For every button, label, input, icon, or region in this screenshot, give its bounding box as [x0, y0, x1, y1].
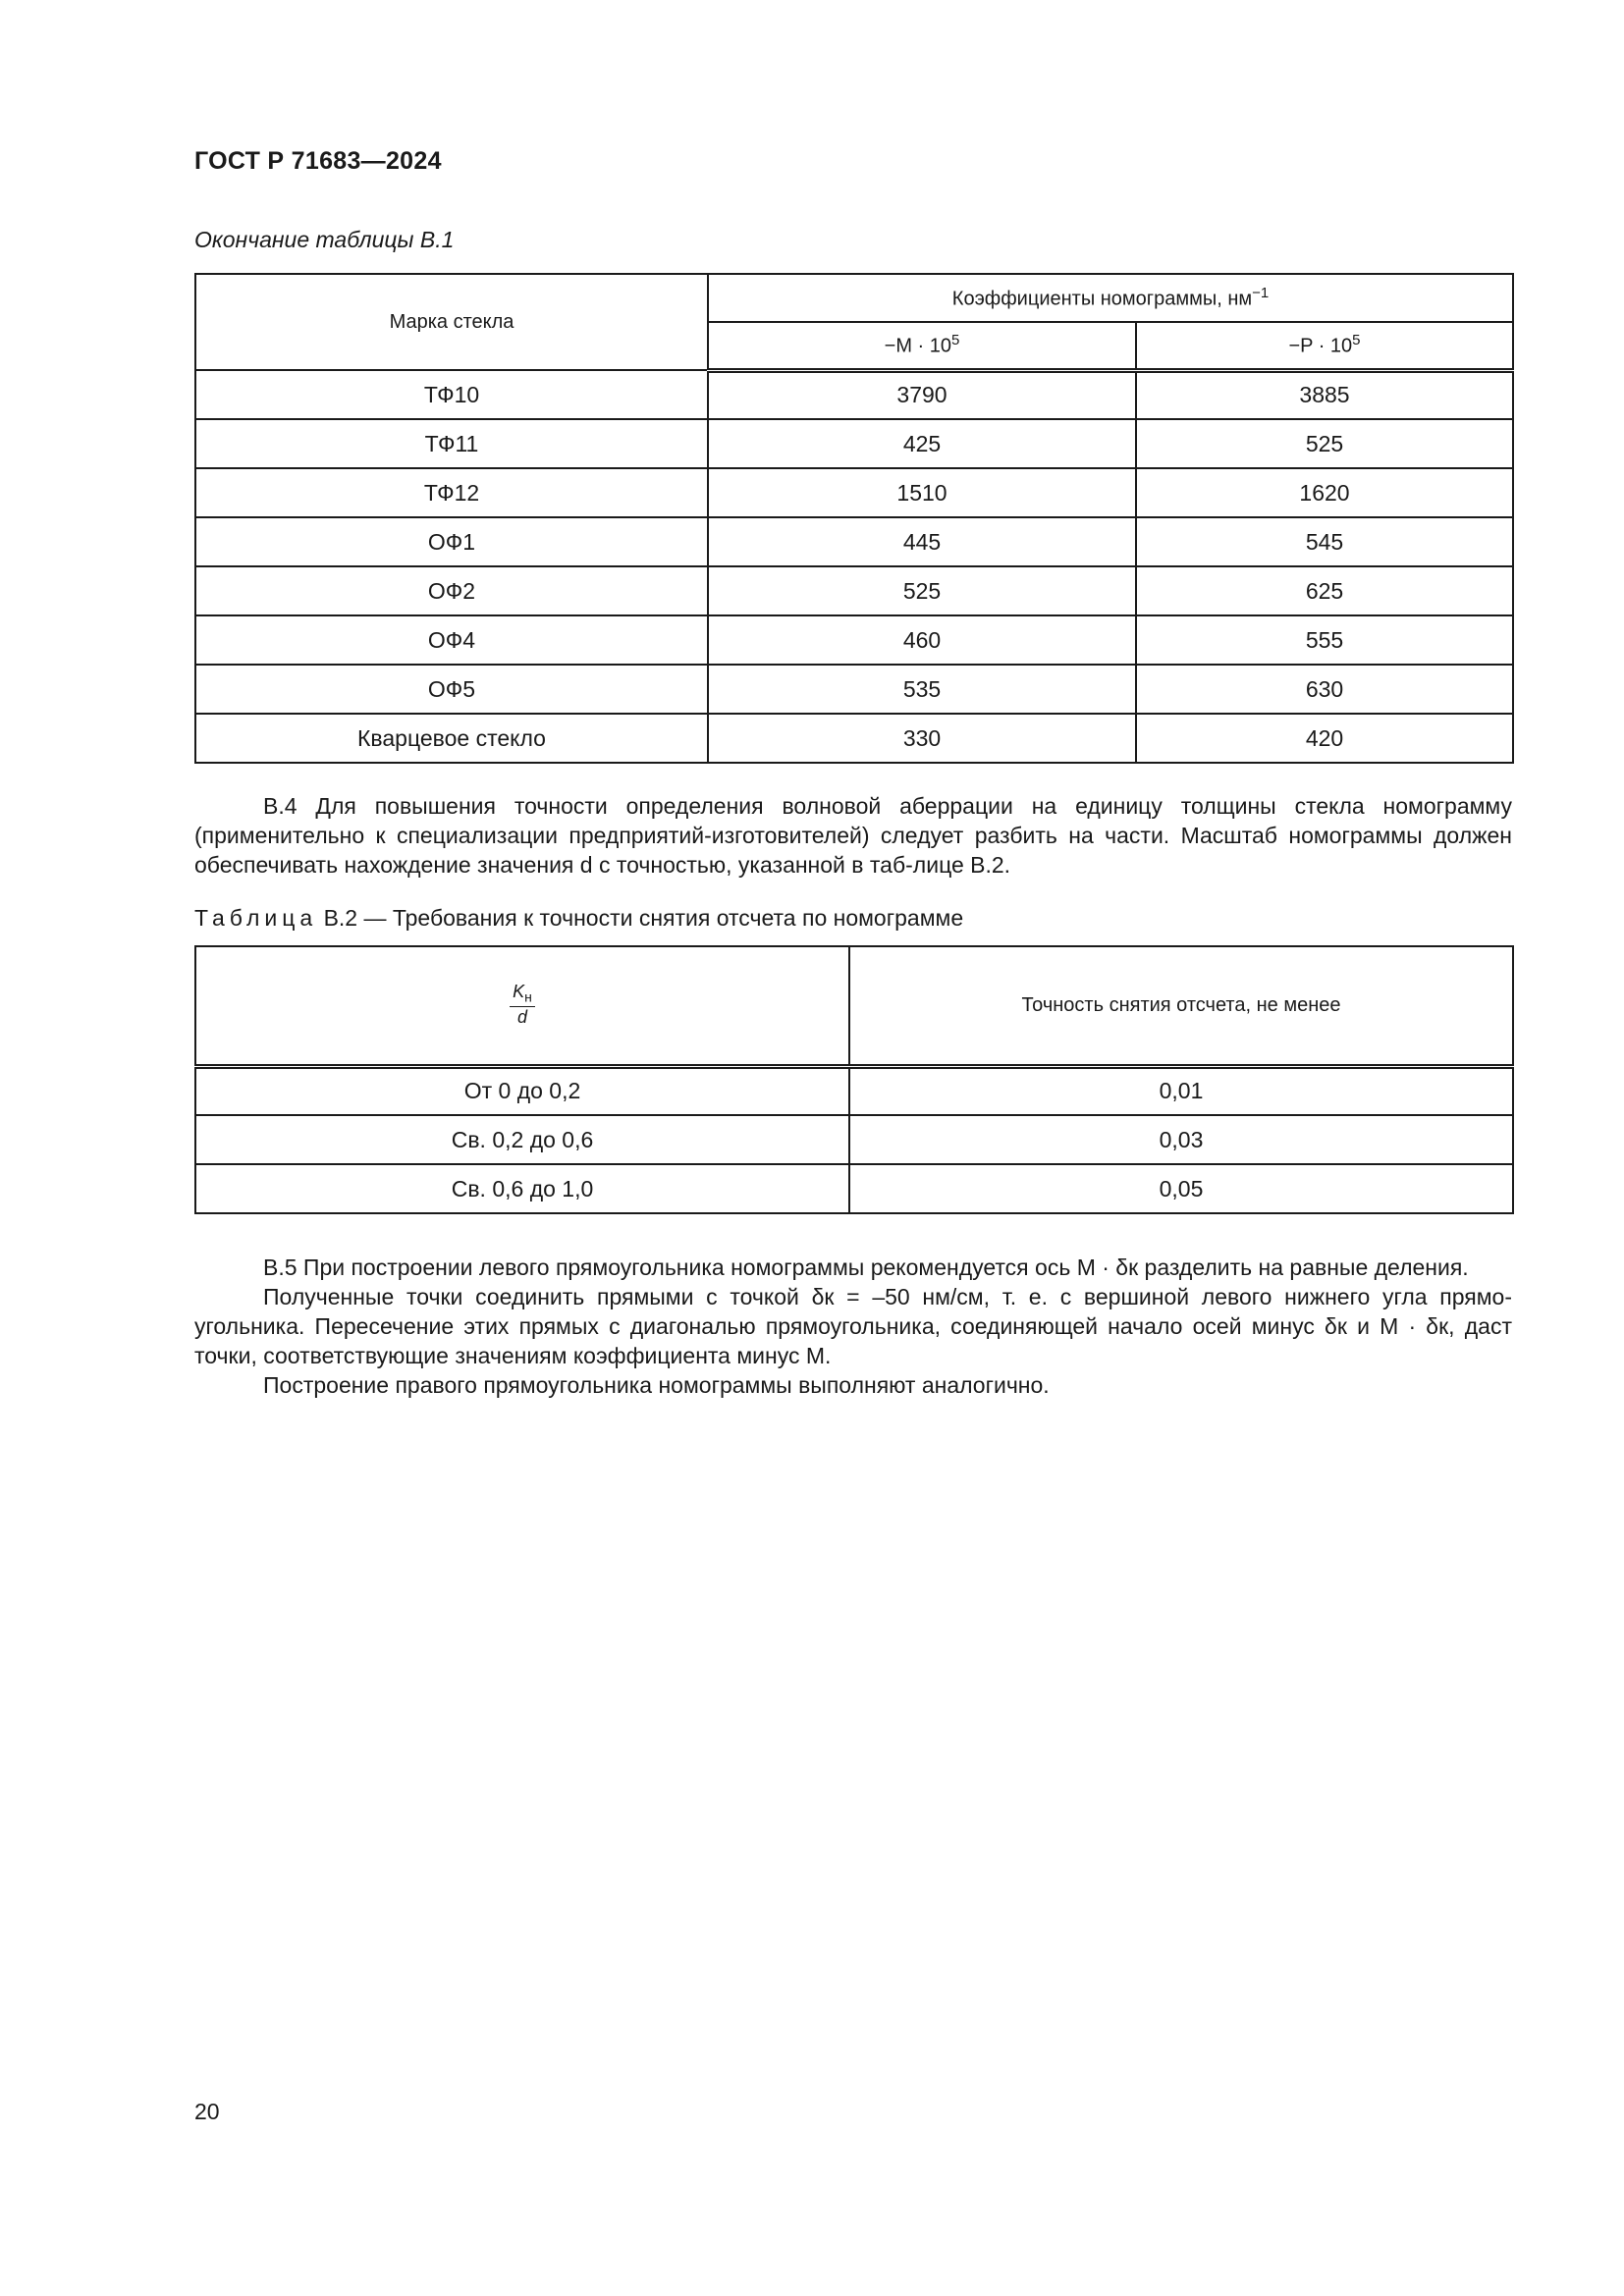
table-row	[195, 468, 1513, 517]
cell-m: 425	[708, 419, 1136, 468]
cell-brand: ОФ1	[195, 517, 708, 566]
table-row	[195, 1164, 1513, 1213]
cell-brand: Кварцевое стекло	[195, 714, 708, 763]
glass-coefficients-table	[194, 273, 1514, 764]
col-header-accuracy: Точность снятия отсчета, не менее	[849, 946, 1513, 1066]
col-header-ratio	[195, 946, 849, 1066]
cell-brand: ТФ10	[195, 370, 708, 419]
table-row	[195, 517, 1513, 566]
cell-accuracy: 0,01	[849, 1066, 1513, 1115]
cell-m: 525	[708, 566, 1136, 615]
cell-brand: ТФ12	[195, 468, 708, 517]
col-header-brand: Марка стекла	[195, 274, 708, 370]
cell-m: 3790	[708, 370, 1136, 419]
cell-accuracy: 0,05	[849, 1164, 1513, 1213]
cell-p: 420	[1136, 714, 1513, 763]
cell-p: 525	[1136, 419, 1513, 468]
page-number: 20	[194, 2099, 220, 2124]
cell-m: 535	[708, 665, 1136, 714]
col-header-group: Коэффициенты номограммы, $нм^{-1}$	[708, 274, 1513, 322]
col-header-m: $-M \cdot 10^5$	[708, 322, 1136, 370]
cell-p: 545	[1136, 517, 1513, 566]
reading-accuracy-table	[194, 945, 1514, 1214]
table-row	[195, 615, 1513, 665]
paragraph-b4: В.4 Для повышения точности определения волновой аберрации на единицу толщины стекла номограмму (применительно к специализации предприятий-изготовителей) следует разбить на части. Масштаб номограммы должен обеспечивать нахождение значения d с точностью, указанной в таб-лице В.2.	[194, 793, 1512, 878]
ratio-fraction: $\frac{K_н}{d}$	[510, 983, 535, 1028]
cell-m: 460	[708, 615, 1136, 665]
paragraph-b5: В.5 При построении левого прямоугольника номограммы рекомендуется ось M · δк разделить на равные деления.	[263, 1255, 1469, 1280]
cell-m: 445	[708, 517, 1136, 566]
cell-m: 330	[708, 714, 1136, 763]
paragraph-right: Построение правого прямоугольника номограммы выполняют аналогично.	[263, 1372, 1050, 1398]
cell-p: 625	[1136, 566, 1513, 615]
table-row	[195, 419, 1513, 468]
cell-brand: ТФ11	[195, 419, 708, 468]
table-row	[195, 566, 1513, 615]
table-row	[195, 370, 1513, 419]
table-row	[195, 1115, 1513, 1164]
cell-brand: ОФ2	[195, 566, 708, 615]
paragraph-points: Полученные точки соединить прямыми с точкой δк = –50 нм/см, т. е. с вершиной левого нижнего угла прямо-угольника. Пересечение этих прямых с диагональю прямоугольника, соединяющей начало осей минус δк и M · δк, даст точки, соответствующие значениям коэффициента минус M.	[194, 1284, 1512, 1368]
document-header-title: ГОСТ Р 71683—2024	[194, 147, 442, 175]
cell-accuracy: 0,03	[849, 1115, 1513, 1164]
table-row	[195, 665, 1513, 714]
table-row	[195, 1066, 1513, 1115]
table2-title: Таблица В.2 — Требования к точности снятия отсчета по номограмме	[194, 905, 964, 931]
cell-range: Св. 0,2 до 0,6	[195, 1115, 849, 1164]
cell-m: 1510	[708, 468, 1136, 517]
col-header-p: $-P \cdot 10^5$	[1136, 322, 1513, 370]
cell-p: 555	[1136, 615, 1513, 665]
cell-brand: ОФ4	[195, 615, 708, 665]
cell-p: 3885	[1136, 370, 1513, 419]
paragraph-b5-block	[194, 1253, 1512, 1400]
table-continuation-caption: Окончание таблицы В.1	[194, 227, 455, 252]
cell-p: 1620	[1136, 468, 1513, 517]
cell-range: От 0 до 0,2	[195, 1066, 849, 1115]
cell-brand: ОФ5	[195, 665, 708, 714]
cell-p: 630	[1136, 665, 1513, 714]
cell-range: Св. 0,6 до 1,0	[195, 1164, 849, 1213]
table-row	[195, 714, 1513, 763]
